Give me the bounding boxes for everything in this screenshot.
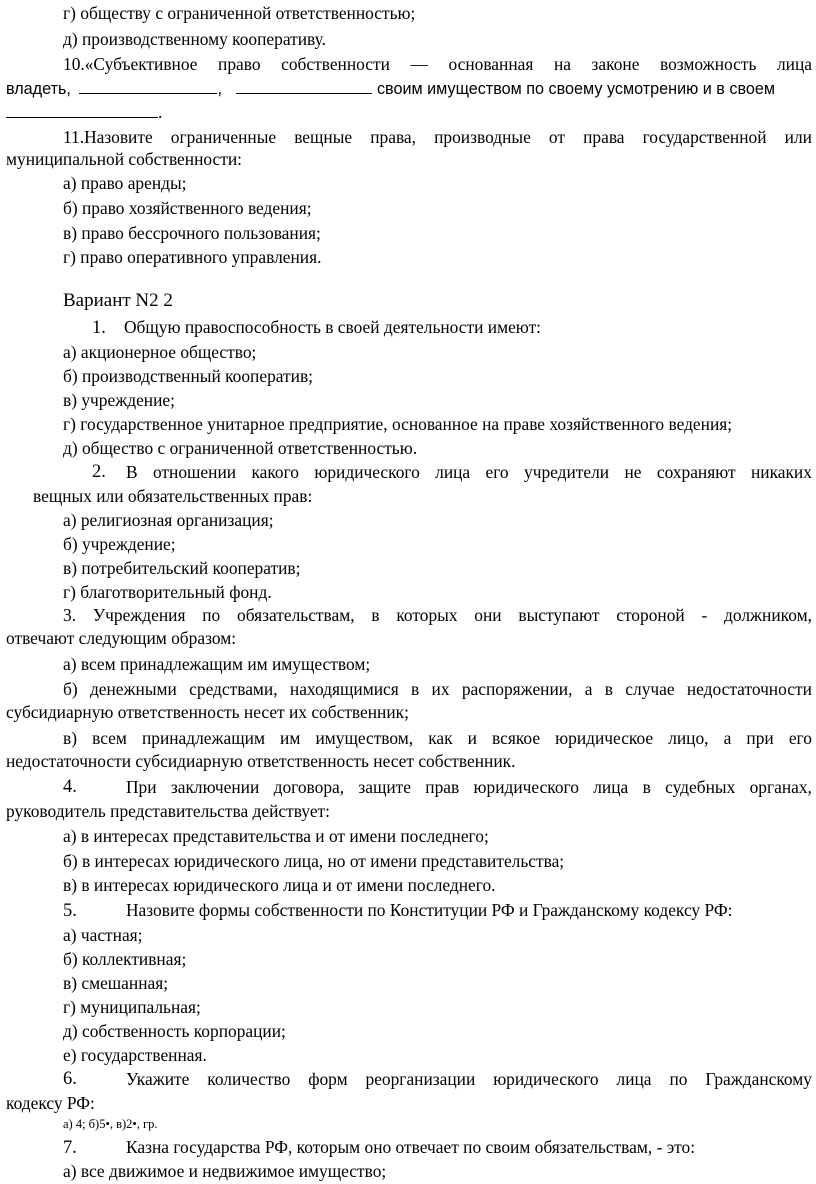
word: принадлежащим xyxy=(141,728,265,748)
word: государственной xyxy=(642,127,767,147)
q6-answers: а) 4; б)5•, в)2•, гр. xyxy=(63,1117,158,1131)
question-11-line1 xyxy=(63,126,812,148)
word: в xyxy=(642,777,651,797)
word: а xyxy=(723,728,732,748)
word: юридическое xyxy=(555,728,654,748)
word: всякое xyxy=(492,728,541,748)
q7-option-a: а) все движимое и недвижимое имущество; xyxy=(63,1161,387,1181)
word: никаких xyxy=(750,462,812,482)
word: лица xyxy=(776,54,812,74)
word: в xyxy=(411,679,420,699)
word: а xyxy=(584,679,593,699)
word: его xyxy=(788,728,812,748)
word: отношении xyxy=(152,462,237,482)
word: судебных xyxy=(665,777,736,797)
question-1 xyxy=(92,316,541,339)
q4-option-c: в) в интересах юридического лица и от имени последнего. xyxy=(63,875,496,895)
word: Укажите xyxy=(126,1069,190,1089)
question-10-tail: своим имуществом по своему усмотрению и в своем xyxy=(376,80,776,98)
q5-option-b: б) коллективная; xyxy=(63,949,187,969)
word: юридического xyxy=(314,462,420,482)
word: защите xyxy=(358,777,411,797)
word: юридического xyxy=(473,777,579,797)
word: лица xyxy=(435,462,471,482)
word: — xyxy=(410,54,428,74)
fill-blank-3[interactable] xyxy=(6,103,158,118)
word: собственности xyxy=(281,54,390,74)
word: органах, xyxy=(749,777,812,797)
q3-option-a: а) всем принадлежащим им имуществом; xyxy=(63,654,371,674)
word: при xyxy=(746,728,774,748)
word: 10.«Субъективное xyxy=(63,54,198,74)
q11-option-c: в) право бессрочного пользования; xyxy=(63,223,321,243)
word: его xyxy=(485,462,509,482)
word: В xyxy=(126,462,138,482)
word: в xyxy=(604,679,613,699)
variant-title: Вариант N2 2 xyxy=(63,290,173,311)
q5-option-f: е) государственная. xyxy=(63,1045,207,1065)
word: реорганизации xyxy=(365,1069,476,1089)
word: в) xyxy=(63,728,78,748)
q2-option-c: в) потребительский кооператив; xyxy=(63,558,301,578)
q2-option-a: а) религиозная организация; xyxy=(63,510,274,530)
word: они xyxy=(474,605,502,625)
word: не xyxy=(624,462,642,482)
question-number: 6. xyxy=(63,1069,77,1089)
word: их xyxy=(431,679,450,699)
word: должником, xyxy=(724,605,812,625)
question-3-line1 xyxy=(63,604,812,626)
word: возможность xyxy=(660,54,757,74)
question-10-line3 xyxy=(6,101,162,123)
question-4-line2: руководитель представительства действует: xyxy=(6,801,330,821)
word: форм xyxy=(308,1069,348,1089)
word: выступают xyxy=(518,605,600,625)
question-number: 5. xyxy=(63,901,77,921)
question-text: Общую правоспособность в своей деятельности имеют: xyxy=(124,317,542,337)
question-number: 2. xyxy=(92,462,106,482)
fill-blank-1[interactable] xyxy=(79,79,217,94)
word: количество xyxy=(207,1069,291,1089)
question-number: 4. xyxy=(63,777,77,797)
word: стороной xyxy=(616,605,685,625)
word: При xyxy=(126,777,157,797)
word: договора, xyxy=(273,777,345,797)
word: лицо, xyxy=(668,728,709,748)
word: законе xyxy=(591,54,640,74)
question-3-line2: отвечают следующим образом: xyxy=(6,628,237,648)
word: всем xyxy=(92,728,127,748)
question-6-line2: кодексу РФ: xyxy=(6,1093,95,1113)
word: распоряжении, xyxy=(461,679,573,699)
word: заключении xyxy=(170,777,260,797)
word: на xyxy=(553,54,571,74)
word: им xyxy=(280,728,301,748)
word: б) xyxy=(63,679,78,699)
word: по xyxy=(202,605,221,625)
word: право xyxy=(218,54,261,74)
word: по xyxy=(669,1069,688,1089)
word: основанная xyxy=(448,54,534,74)
question-7 xyxy=(63,1136,695,1159)
q1-option-e: д) общество с ограниченной ответственностью. xyxy=(63,438,418,458)
question-10-line1 xyxy=(63,53,812,75)
word: вещные xyxy=(294,127,353,147)
word: недостаточности xyxy=(686,679,812,699)
q1-option-c: в) учреждение; xyxy=(63,390,175,410)
word: прав xyxy=(425,777,460,797)
q5-option-e: д) собственность корпорации; xyxy=(63,1021,286,1041)
word: 3. xyxy=(63,605,77,625)
word: права xyxy=(583,127,625,147)
word: лица xyxy=(616,1069,652,1089)
fill-blank-2[interactable] xyxy=(236,79,372,94)
q11-option-d: г) право оперативного управления. xyxy=(63,247,322,267)
q3-option-b-line1 xyxy=(63,678,812,700)
word: Учреждения xyxy=(92,605,186,625)
q4-option-b: б) в интересах юридического лица, но от имени представительства; xyxy=(63,851,565,871)
q3-option-c-line2: недостаточности субсидиарную ответственность несет собственник. xyxy=(6,751,516,771)
word: Гражданскому xyxy=(705,1069,812,1089)
q5-option-c: в) смешанная; xyxy=(63,973,169,993)
word: учредители xyxy=(524,462,610,482)
question-text: Назовите формы собственности по Конституции РФ и Гражданскому кодексу РФ: xyxy=(126,900,733,920)
q5-option-d: г) муниципальная; xyxy=(63,997,201,1017)
word: которых xyxy=(396,605,458,625)
word: или xyxy=(784,127,812,147)
q1-option-a: а) акционерное общество; xyxy=(63,342,257,362)
q2-option-d: г) благотворительный фонд. xyxy=(63,582,272,602)
word: - xyxy=(701,605,708,625)
q11-option-b: б) право хозяйственного ведения; xyxy=(63,198,312,218)
word: юридического xyxy=(493,1069,599,1089)
word: как xyxy=(428,728,453,748)
word: какого xyxy=(251,462,299,482)
q2-option-b: б) учреждение; xyxy=(63,534,176,554)
word: права, xyxy=(370,127,417,147)
question-number: 1. xyxy=(92,318,106,338)
word: от xyxy=(548,127,565,147)
q11-option-a: а) право аренды; xyxy=(63,173,187,193)
word: ограниченные xyxy=(170,127,277,147)
question-number: 7. xyxy=(63,1138,77,1158)
word: имуществом, xyxy=(315,728,414,748)
q1-option-d: г) государственное унитарное предприятие, основанное на праве хозяйственного ведения; xyxy=(63,414,733,434)
q3-option-c-line1 xyxy=(63,727,812,749)
comma: , xyxy=(217,80,222,98)
word: лица xyxy=(593,777,629,797)
question-text: Казна государства РФ, которым оно отвечает по своим обязательствам, - это: xyxy=(126,1137,696,1157)
word: сохраняют xyxy=(656,462,736,482)
word: 11.Назовите xyxy=(63,127,153,147)
q5-option-a: а) частная; xyxy=(63,925,143,945)
q1-option-b: б) производственный кооператив; xyxy=(63,366,313,386)
word: производные xyxy=(434,127,531,147)
word: денежными xyxy=(89,679,177,699)
word: и xyxy=(467,728,477,748)
word-vladet: владеть, xyxy=(6,80,71,98)
question-11-line2: муниципальной собственности: xyxy=(6,149,242,169)
option-g-llc: г) обществу с ограниченной ответственностью; xyxy=(63,3,416,23)
question-2-line2: вещных или обязательственных прав: xyxy=(33,486,313,506)
word: средствами, xyxy=(189,679,278,699)
word: обязательствам, xyxy=(237,605,355,625)
q3-option-b-line2: субсидиарную ответственность несет их собственник; xyxy=(6,702,409,722)
period: . xyxy=(158,102,163,122)
word: в xyxy=(371,605,380,625)
question-10-line2 xyxy=(6,78,775,100)
word: находящимися xyxy=(289,679,399,699)
word: случае xyxy=(625,679,675,699)
question-5 xyxy=(63,899,732,922)
q4-option-a: а) в интересах представительства и от имени последнего; xyxy=(63,826,489,846)
option-d-coop: д) производственному кооперативу. xyxy=(63,29,326,49)
